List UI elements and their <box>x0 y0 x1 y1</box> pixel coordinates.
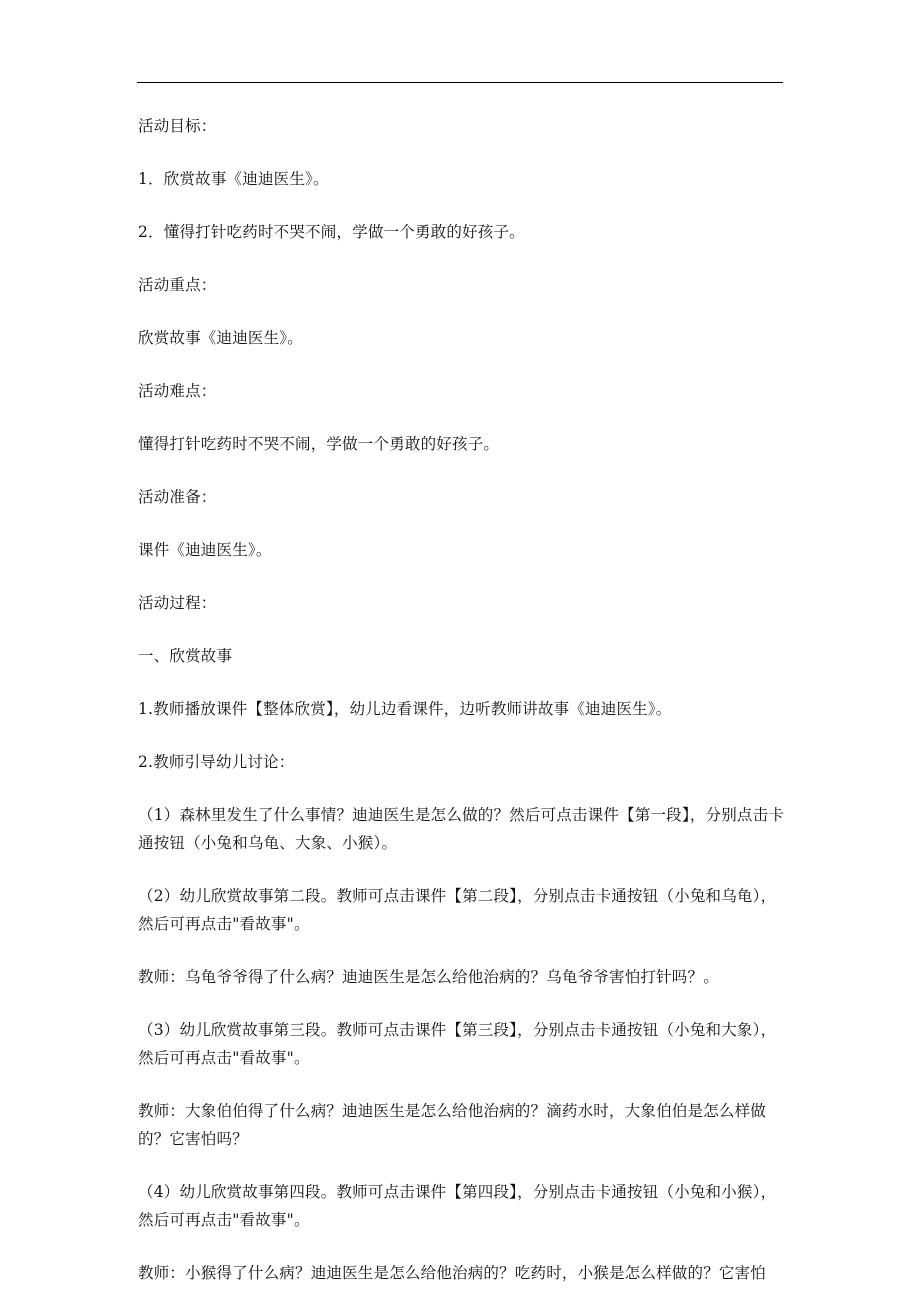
goal-item-1: 1．欣赏故事《迪迪医生》。 <box>138 170 329 188</box>
section-heading-focus: 活动重点： <box>138 276 217 294</box>
process-step-heading: 一、欣赏故事 <box>138 647 233 665</box>
teacher-question-4: 教师：小猴得了什么病？迪迪医生是怎么给他治病的？吃药时，小猴是怎么样做的？它害怕 <box>138 1264 767 1282</box>
section-heading-process: 活动过程： <box>138 594 217 612</box>
process-item-2: 2.教师引导幼儿讨论： <box>138 753 295 771</box>
difficulty-text: 懂得打针吃药时不哭不闹，学做一个勇敢的好孩子。 <box>138 435 500 453</box>
focus-text: 欣赏故事《迪迪医生》。 <box>138 329 303 347</box>
section-heading-difficulty: 活动难点： <box>138 382 217 400</box>
section-heading-goals: 活动目标： <box>138 117 217 135</box>
preparation-text: 课件《迪迪医生》。 <box>138 541 272 559</box>
goal-item-2: 2．懂得打针吃药时不哭不闹，学做一个勇敢的好孩子。 <box>138 223 525 241</box>
header-rule <box>137 82 783 83</box>
teacher-question-3: 教师：大象伯伯得了什么病？迪迪医生是怎么给他治病的？滴药水时，大象伯伯是怎么样做的？它害怕吗？ <box>138 1102 767 1148</box>
document-body <box>138 112 786 1312</box>
discussion-item-2: （2）幼儿欣赏故事第二段。教师可点击课件【第二段】，分别点击卡通按钮（小兔和乌龟），然后可再点击"看故事"。 <box>138 887 777 933</box>
teacher-question-2: 教师：乌龟爷爷得了什么病？迪迪医生是怎么给他治病的？乌龟爷爷害怕打针吗？。 <box>138 968 719 986</box>
section-heading-preparation: 活动准备： <box>138 488 217 506</box>
process-item-1: 1.教师播放课件【整体欣赏】，幼儿边看课件，边听教师讲故事《迪迪医生》。 <box>138 700 672 718</box>
discussion-item-3: （3）幼儿欣赏故事第三段。教师可点击课件【第三段】，分别点击卡通按钮（小兔和大象），然后可再点击"看故事"。 <box>138 1021 777 1067</box>
discussion-item-4: （4）幼儿欣赏故事第四段。教师可点击课件【第四段】，分别点击卡通按钮（小兔和小猴），然后可再点击"看故事"。 <box>138 1183 777 1229</box>
discussion-item-1: （1）森林里发生了什么事情？迪迪医生是怎么做的？然后可点击课件【第一段】，分别点击卡通按钮（小兔和乌龟、大象、小猴）。 <box>138 806 785 852</box>
